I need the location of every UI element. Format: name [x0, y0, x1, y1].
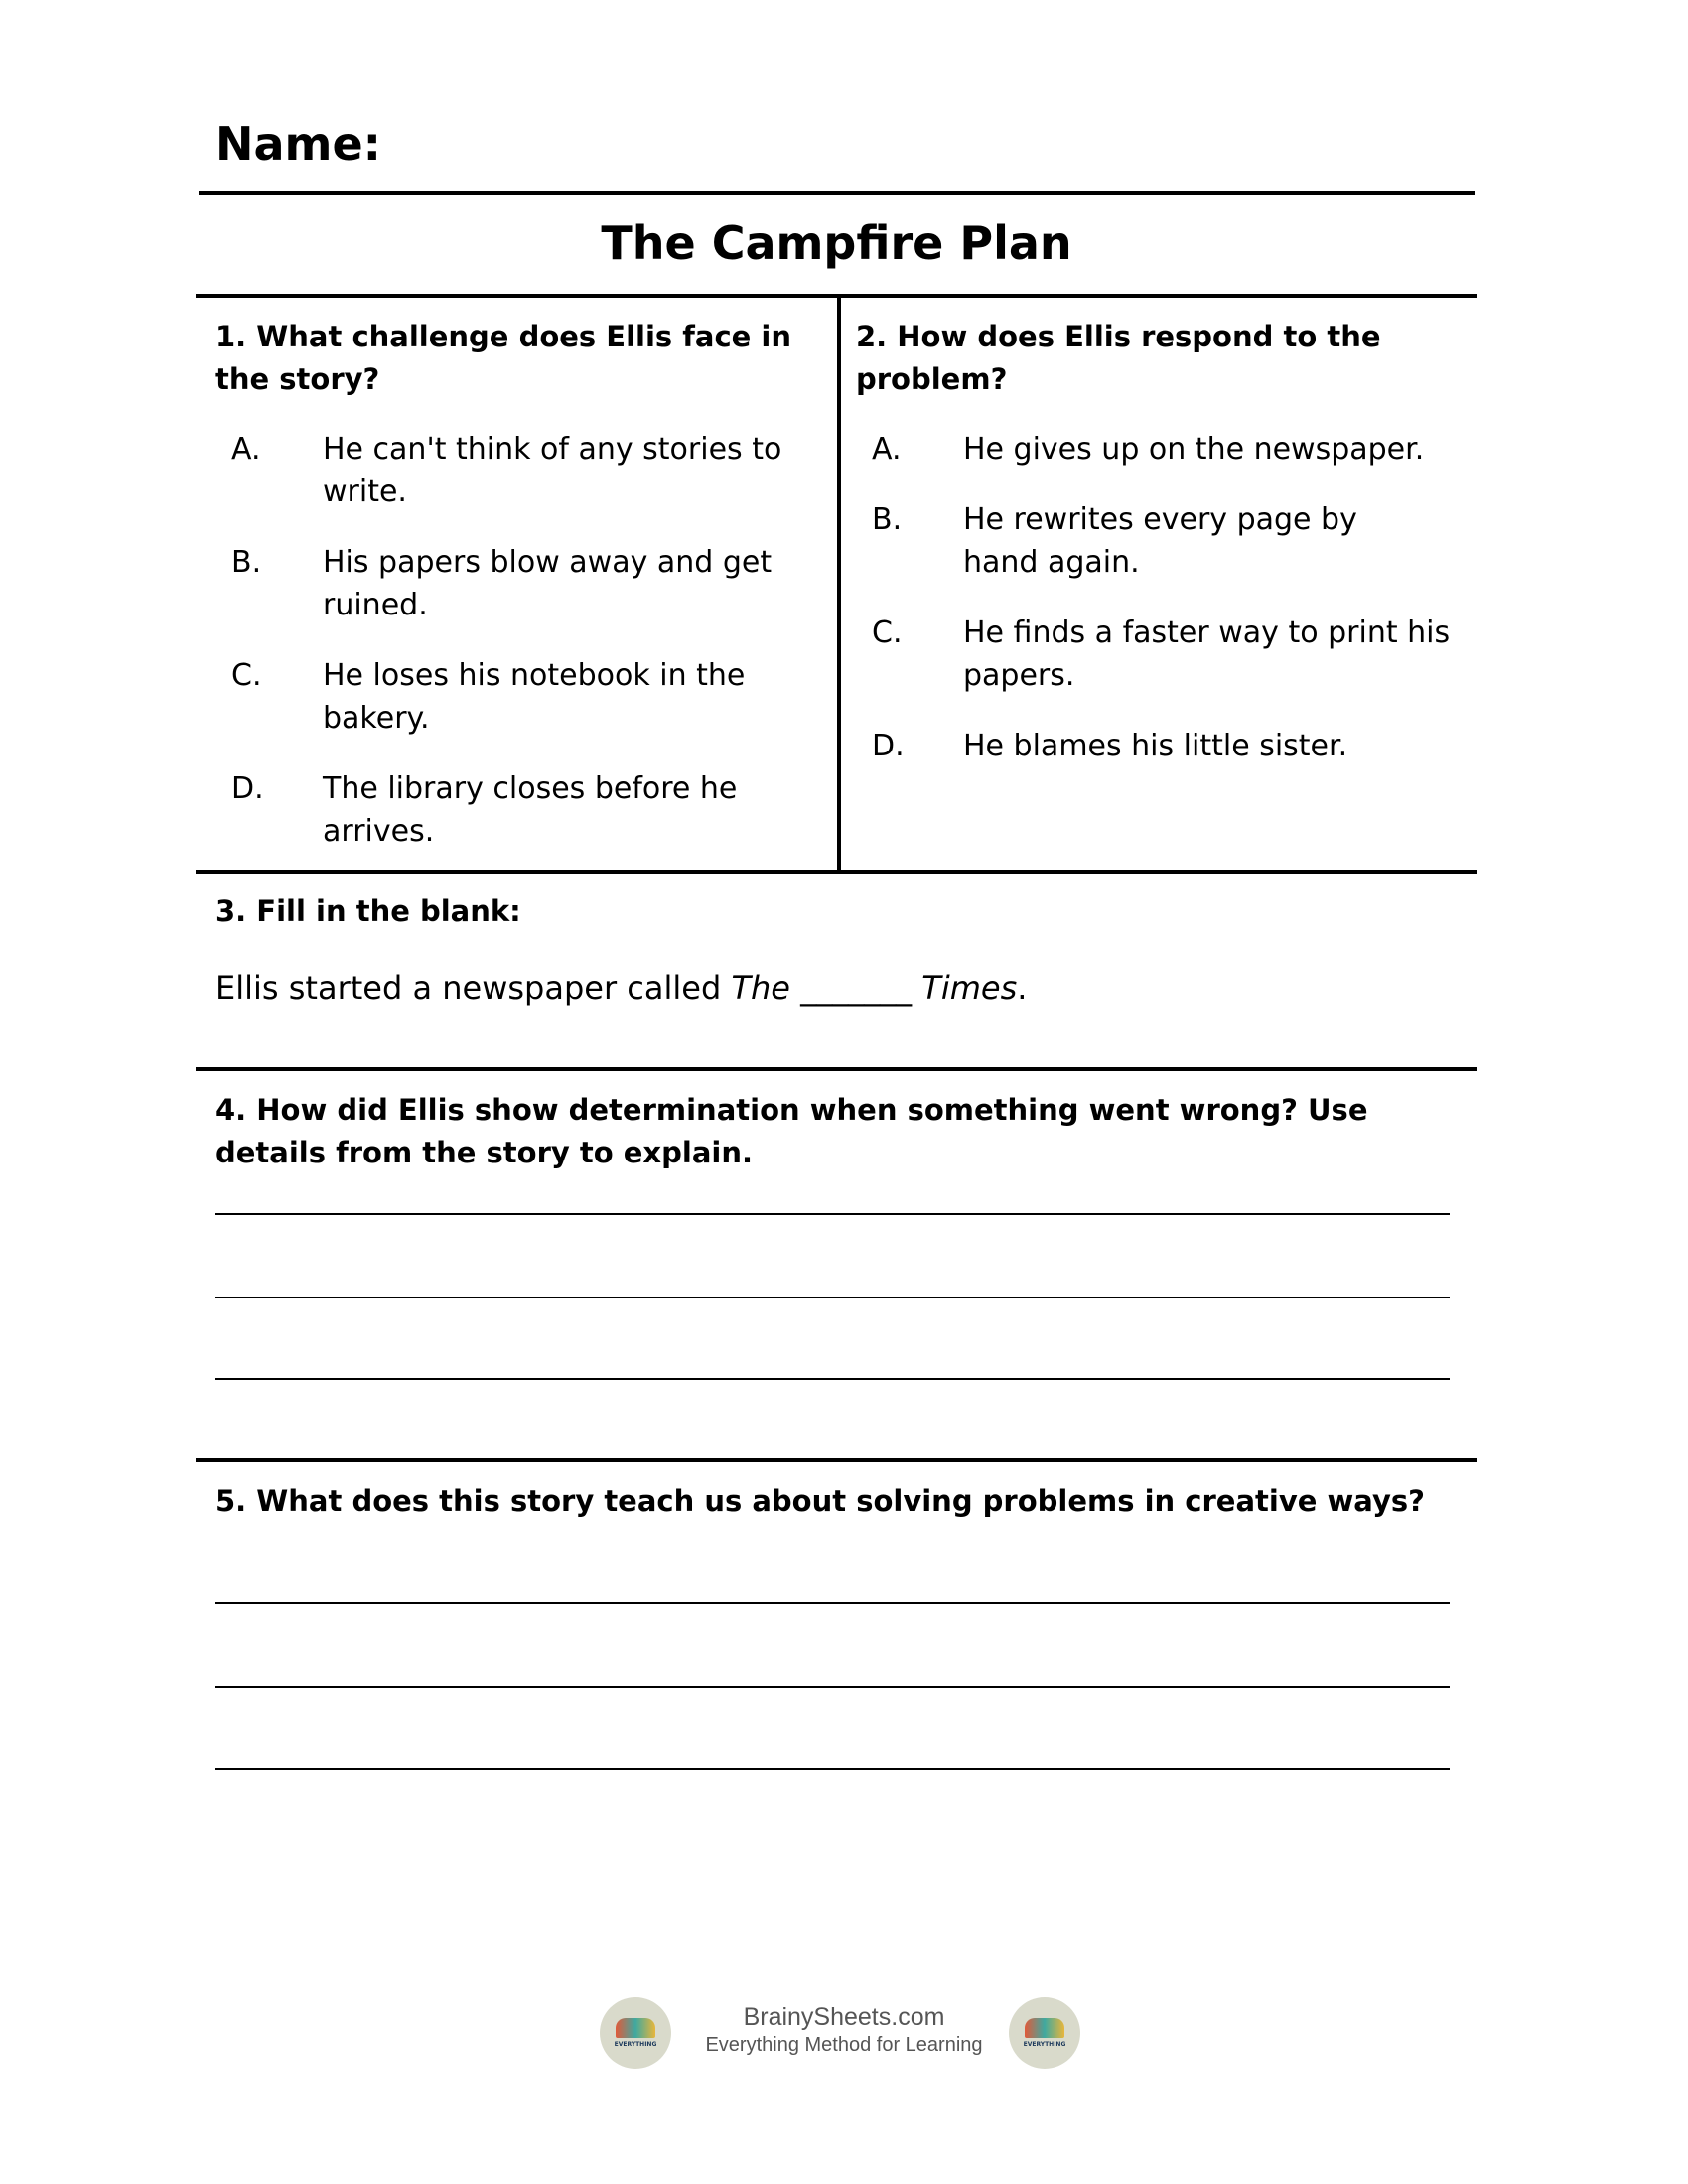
page-title: The Campfire Plan: [601, 216, 1072, 270]
logo-text: EVERYTHING: [1023, 2041, 1066, 2048]
option-letter: B.: [872, 502, 903, 537]
option-text: The library closes before he arrives.: [323, 771, 738, 849]
question-3-prompt: 3. Fill in the blank:: [215, 894, 521, 928]
brand-logo: [1009, 1997, 1080, 2069]
option-text: He finds a faster way to print his papers.: [963, 615, 1451, 693]
answer-line[interactable]: [215, 1378, 1450, 1380]
footer-site: BrainySheets.com: [743, 2003, 945, 2031]
divider: [196, 1067, 1477, 1071]
sentence-italic: Times: [921, 969, 1018, 1007]
question-5-prompt: 5. What does this story teach us about solving problems in creative ways?: [215, 1484, 1425, 1518]
answer-line[interactable]: [215, 1602, 1450, 1604]
sentence-italic: The: [731, 969, 790, 1007]
divider: [196, 294, 1477, 298]
divider: [196, 870, 1477, 874]
option-letter: A.: [231, 432, 261, 467]
option-letter: D.: [231, 771, 264, 806]
option-letter: C.: [231, 658, 262, 693]
option-text: His papers blow away and get ruined.: [323, 545, 773, 622]
divider: [199, 191, 1475, 195]
column-divider: [837, 294, 841, 873]
option-letter: A.: [872, 432, 902, 467]
answer-blank[interactable]: _______: [789, 969, 922, 1007]
name-label: Name:: [215, 117, 382, 171]
brand-logo: [600, 1997, 671, 2069]
option-text: He blames his little sister.: [963, 729, 1348, 763]
answer-line[interactable]: [215, 1686, 1450, 1688]
answer-line[interactable]: [215, 1297, 1450, 1298]
option-text: He gives up on the newspaper.: [963, 432, 1425, 467]
footer-tagline: Everything Method for Learning: [705, 2034, 983, 2056]
sentence-text: Ellis started a newspaper called: [215, 969, 732, 1007]
option-letter: B.: [231, 545, 262, 580]
answer-line[interactable]: [215, 1768, 1450, 1770]
logo-text: EVERYTHING: [614, 2041, 657, 2048]
answer-line[interactable]: [215, 1213, 1450, 1215]
question-4-prompt: 4. How did Ellis show determination when something went wrong? Use details from the story to explain.: [215, 1093, 1368, 1169]
sentence-text: .: [1017, 969, 1028, 1007]
option-text: He can't think of any stories to write.: [323, 432, 782, 509]
question-1-prompt: 1. What challenge does Ellis face in the story?: [215, 320, 791, 396]
option-letter: C.: [872, 615, 903, 650]
option-text: He rewrites every page by hand again.: [963, 502, 1357, 580]
divider: [196, 1458, 1477, 1462]
option-letter: D.: [872, 729, 905, 763]
question-2-prompt: 2. How does Ellis respond to the problem?: [856, 320, 1381, 396]
footer-branding: [675, 2002, 1013, 2058]
option-text: He loses his notebook in the bakery.: [323, 658, 746, 736]
fill-in-sentence: [215, 967, 1027, 1010]
